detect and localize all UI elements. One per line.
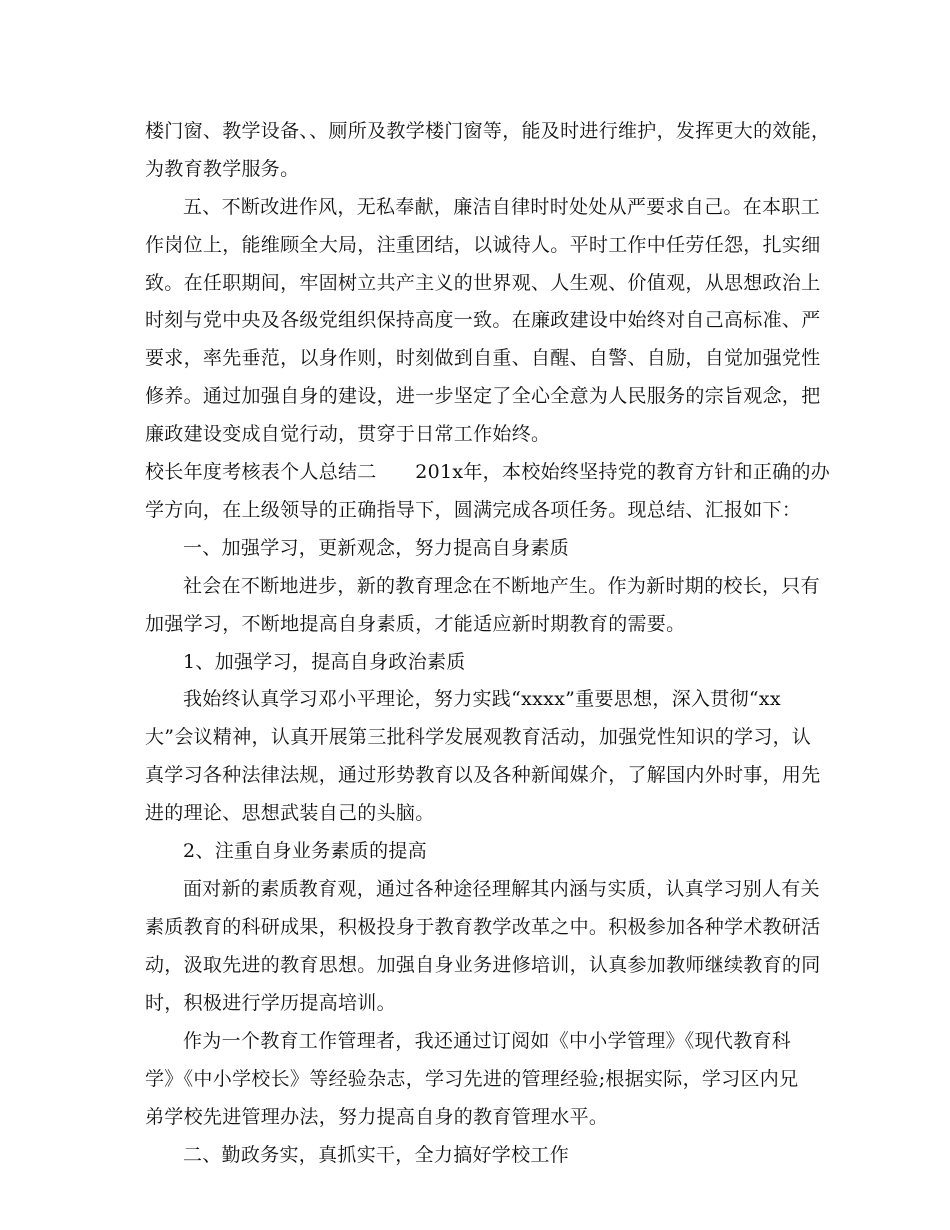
text-line: 楼门窗、教学设备、、厕所及教学楼门窗等，能及时进行维护，发挥更大的效能， bbox=[145, 120, 831, 142]
text-line: 弟学校先进管理办法，努力提高自身的教育管理水平。 bbox=[145, 1106, 609, 1128]
text-line: 大”会议精神，认真开展第三批科学发展观教育活动，加强党性知识的学习，认 bbox=[145, 726, 812, 748]
paragraph-start-line: 社会在不断地进步，新的教育理念在不断地产生。作为新时期的校长，只有 bbox=[183, 575, 820, 597]
text-line: 致。在任职期间，牢固树立共产主义的世界观、人生观、价值观，从思想政治上 bbox=[145, 272, 821, 294]
text-line: 时，积极进行学历提高培训。 bbox=[145, 992, 396, 1014]
text-line: 要求，率先垂范，以身作则，时刻做到自重、自醒、自警、自励，自觉加强党性 bbox=[145, 347, 821, 369]
text-line: 学》《中小学校长》等经验杂志，学习先进的管理经验;根据实际，学习区内兄 bbox=[145, 1068, 799, 1090]
text-line: 为教育教学服务。 bbox=[145, 158, 300, 180]
text-line: 进的理论、思想武装自己的头脑。 bbox=[145, 802, 435, 824]
heading-line: 二、勤政务实，真抓实干，全力搞好学校工作 bbox=[183, 1144, 570, 1166]
heading-line: 2、注重自身业务素质的提高 bbox=[183, 840, 427, 862]
paragraph-start-line: 五、不断改进作风，无私奉献，廉洁自律时时处处从严要求自己。在本职工 bbox=[183, 196, 820, 218]
paragraph-start-line: 面对新的素质教育观，通过各种途径理解其内涵与实质，认真学习别人有关 bbox=[183, 878, 820, 900]
text-line: 作岗位上，能维顾全大局，注重团结，以诚待人。平时工作中任劳任怨，扎实细 bbox=[145, 234, 821, 256]
text-line: 素质教育的科研成果，积极投身于教育教学改革之中。积极参加各种学术教研活 bbox=[145, 916, 821, 938]
text-line: 加强学习，不断地提高自身素质，才能适应新时期教育的需要。 bbox=[145, 613, 686, 635]
heading-line: 1、加强学习，提高自身政治素质 bbox=[183, 651, 466, 673]
text-line: 修养。通过加强自身的建设，进一步坚定了全心全意为人民服务的宗旨观念，把 bbox=[145, 385, 821, 407]
paragraph-start-line: 我始终认真学习邓小平理论，努力实践“xxxx”重要思想，深入贯彻“xx bbox=[183, 688, 781, 710]
text-line: 廉政建设变成自觉行动，贯穿于日常工作始终。 bbox=[145, 423, 551, 445]
text-line: 真学习各种法律法规，通过形势教育以及各种新闻媒介，了解国内外时事，用先 bbox=[145, 764, 821, 786]
text-line: 动，汲取先进的教育思想。加强自身业务进修培训，认真参加教师继续教育的同 bbox=[145, 954, 821, 976]
section-title-line: 校长年度考核表个人总结二 201x年，本校始终坚持党的教育方针和正确的办 bbox=[145, 461, 831, 483]
heading-line: 一、加强学习，更新观念，努力提高自身素质 bbox=[183, 537, 570, 559]
text-line: 时刻与党中央及各级党组织保持高度一致。在廉政建设中始终对自己高标准、严 bbox=[145, 309, 821, 331]
text-line: 学方向，在上级领导的正确指导下，圆满完成各项任务。现总结、汇报如下： bbox=[145, 499, 802, 521]
paragraph-start-line: 作为一个教育工作管理者，我还通过订阅如《中小学管理》《现代教育科 bbox=[183, 1030, 792, 1052]
